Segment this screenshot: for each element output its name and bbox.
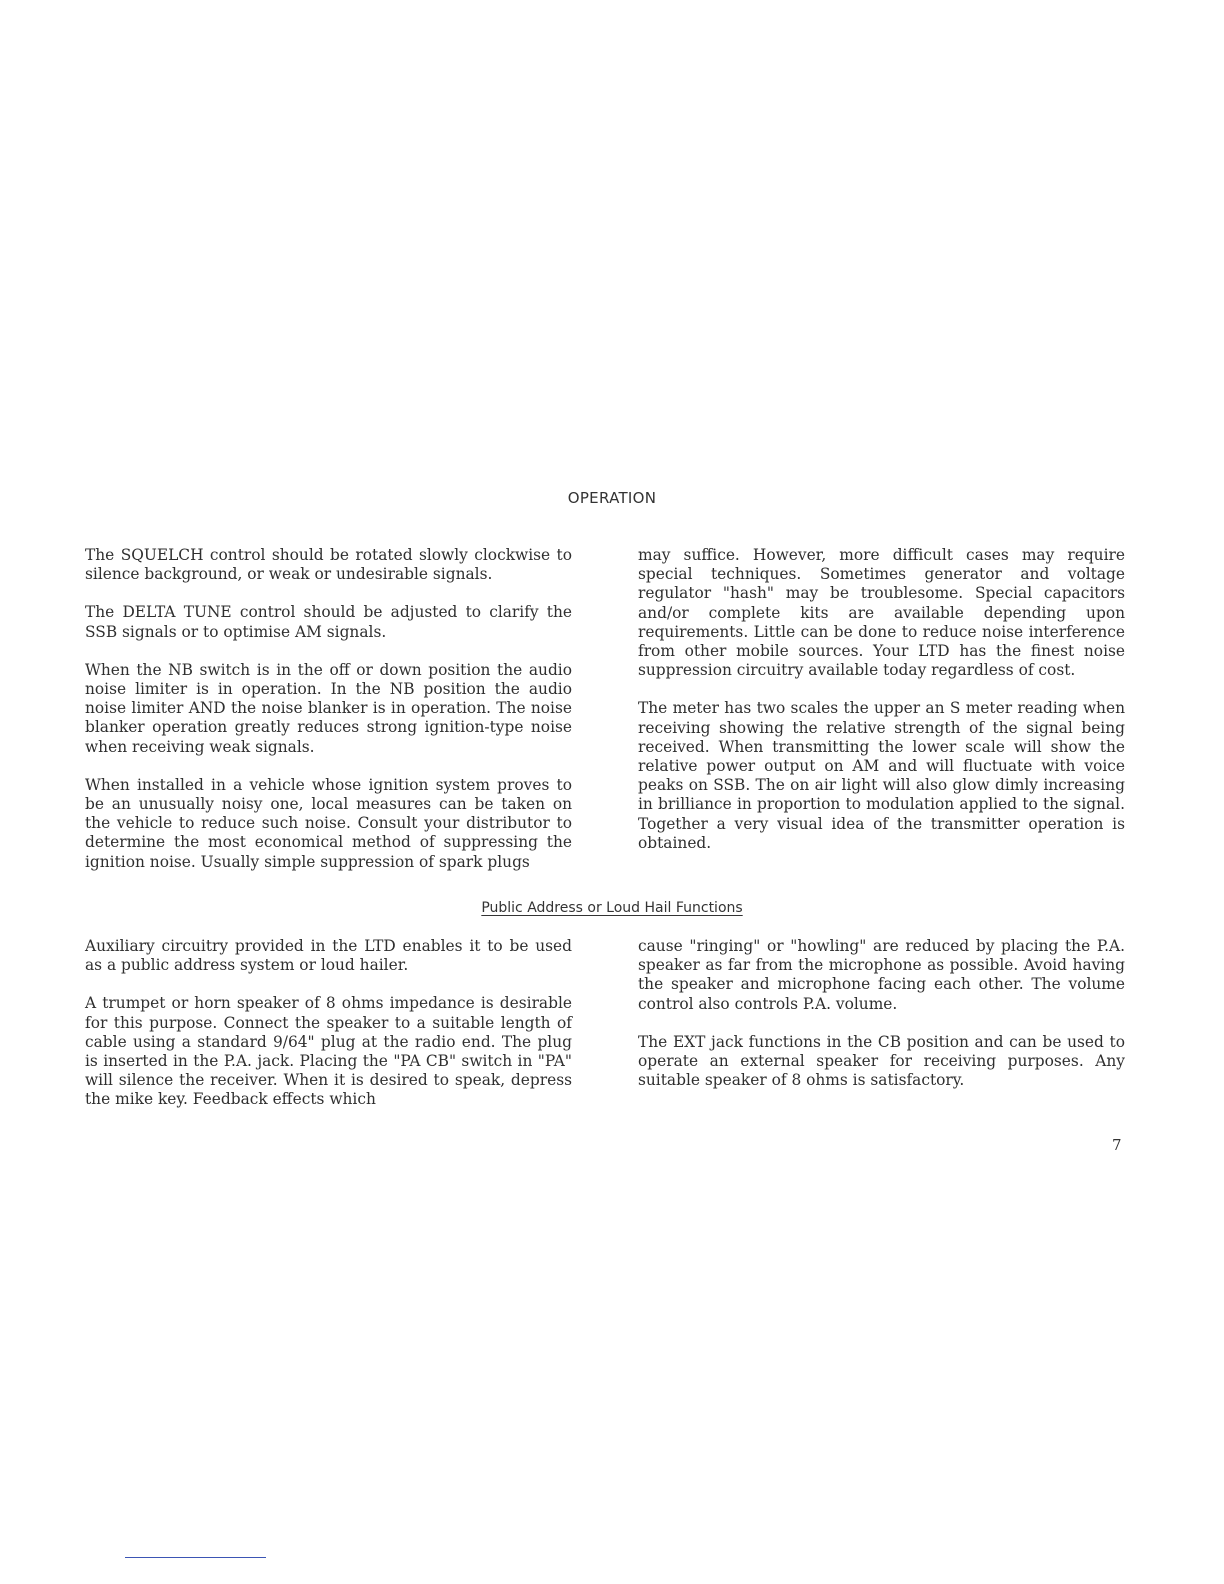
public-address-heading: Public Address or Loud Hail Functions xyxy=(481,900,743,916)
trumpet-speaker-paragraph: A trumpet or horn speaker of 8 ohms impedance is desirable for this purpose. Connect the speaker to a suitable length of cable using a standard 9/64" plug at the radio end. The plug is inserted in the P.A. jack. Placing the "PA CB" switch in "PA" will silence the receiver. When it is desired to speak, depress the mike key. Feedback effects which xyxy=(85,994,572,1109)
delta-tune-paragraph: The DELTA TUNE control should be adjusted to clarify the SSB signals or to optimise AM signals. xyxy=(85,603,572,641)
auxiliary-circuitry-paragraph: Auxiliary circuitry provided in the LTD enables it to be used as a public address system or loud hailer. xyxy=(85,937,572,975)
ext-jack-paragraph: The EXT jack functions in the CB position and can be used to operate an external speaker for receiving purposes. Any suitable speaker of 8 ohms is satisfactory. xyxy=(638,1032,1125,1090)
operation-left-column xyxy=(85,546,572,872)
public-address-left-column xyxy=(85,937,572,1110)
feedback-paragraph: cause "ringing" or "howling" are reduced by placing the P.A. speaker as far from the microphone as possible. Avoid having the speaker and microphone facing each other. The volume control also controls P.A. volume. xyxy=(638,937,1125,1013)
meter-paragraph: The meter has two scales the upper an S meter reading when receiving showing the relative strength of the signal being received. When transmitting the lower scale will show the relative power output on AM and will fluctuate with voice peaks on SSB. The on air light will also glow dimly increasing in brilliance in proportion to modulation applied to the signal. Together a very visual idea of the transmitter operation is obtained. xyxy=(638,699,1125,852)
noise-suppression-paragraph: may suffice. However, more difficult cases may require special techniques. Sometimes generator and voltage regulator "hash" may be troublesome. Special capacitors and/or complete kits are available depending upon requirements. Little can be done to reduce noise interference from other mobile sources. Your LTD has the finest noise suppression circuitry available today regardless of cost. xyxy=(638,546,1125,680)
footer-rule xyxy=(125,1557,266,1558)
noise-blanker-paragraph: When the NB switch is in the off or down position the audio noise limiter is in operation. In the NB position the audio noise limiter AND the noise blanker is in operation. The noise blanker operation greatly reduces strong ignition-type noise when receiving weak signals. xyxy=(85,660,572,756)
public-address-right-column xyxy=(638,937,1125,1090)
page-title: OPERATION xyxy=(567,489,657,507)
page-number: 7 xyxy=(1112,1136,1122,1154)
section-heading xyxy=(0,900,1224,916)
operation-right-column xyxy=(638,546,1125,853)
ignition-noise-paragraph: When installed in a vehicle whose ignition system proves to be an unusually noisy one, local measures can be taken on the vehicle to reduce such noise. Consult your distributor to determine the most economical method of suppressing the ignition noise. Usually simple suppression of spark plugs xyxy=(85,775,572,871)
squelch-paragraph: The SQUELCH control should be rotated slowly clockwise to silence background, or weak or undesirable signals. xyxy=(85,546,572,584)
